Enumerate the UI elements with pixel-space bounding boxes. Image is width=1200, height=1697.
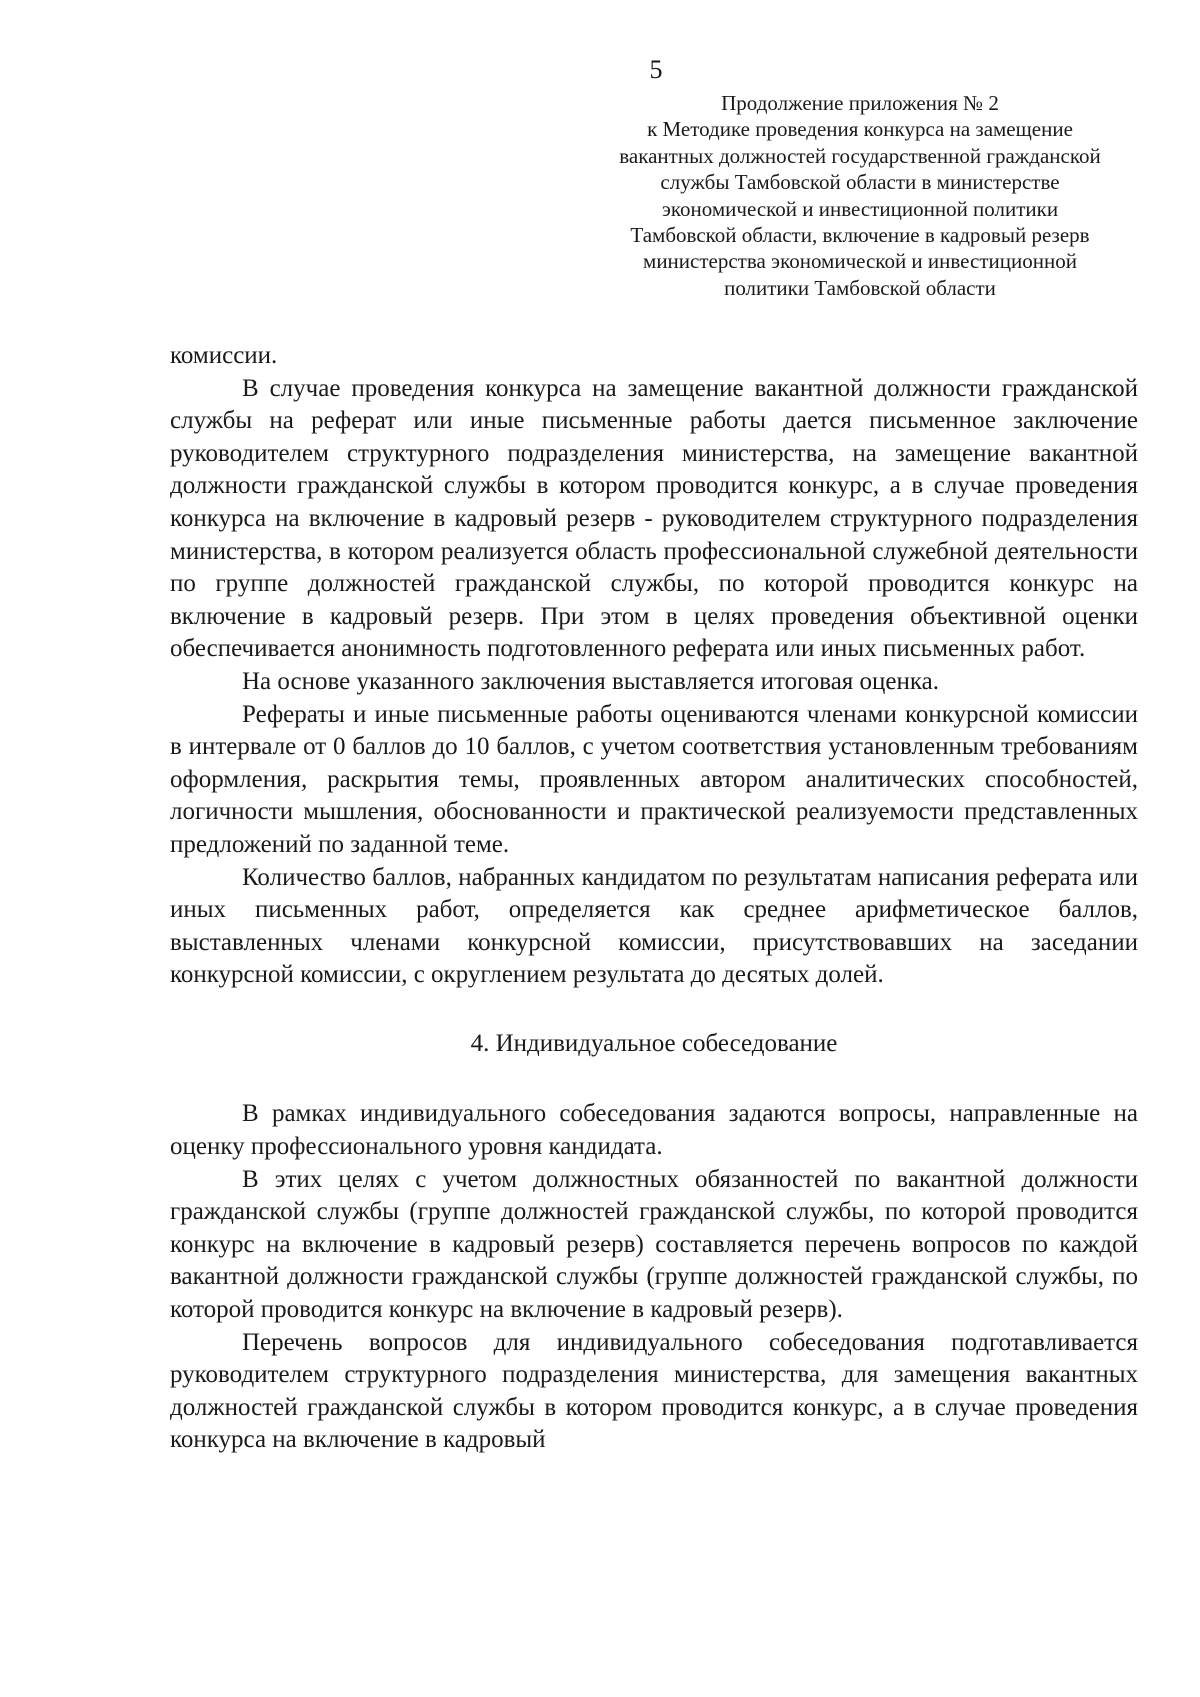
paragraph: Рефераты и иные письменные работы оцениваются членами конкурсной комиссии в интервале от 0 баллов до 10 баллов, с учетом соответствия установленным требованиям оформления, раскрытия темы, проявленных автором аналитических способностей, логичности мышления, обоснованности и практической реализуемости представленных предложений по заданной теме. [170,700,1138,858]
annex-header-line: министерства экономической и инвестиционной [643,249,1077,274]
paragraph: Перечень вопросов для индивидуального собеседования подготавливается руководителем структурного подразделения министерства, для замещения вакантных должностей гражданской службы в котором проводится конкурс, а в случае проведения конкурса на включение в кадровый [170,1328,1138,1454]
annex-header-line: вакантных должностей государственной гражданской [619,143,1101,168]
paragraph: Количество баллов, набранных кандидатом по результатам написания реферата или иных письменных работ, определяется как среднее арифметическое баллов, выставленных членами конкурсной комиссии, присутствовавших на заседании конкурсной комиссии, с округлением результата до десятых долей. [170,863,1138,989]
document-body [170,340,1138,1457]
section-heading: 4. Индивидуальное собеседование [470,1029,838,1057]
paragraph: В рамках индивидуального собеседования задаются вопросы, направленные на оценку профессионального уровня кандидата. [170,1100,1138,1161]
annex-header [580,90,1140,301]
annex-header-line: службы Тамбовской области в министерстве [660,170,1060,195]
annex-header-line: экономической и инвестиционной политики [661,196,1059,221]
paragraph: В случае проведения конкурса на замещение вакантной должности гражданской службы на реферат или иные письменные работы дается письменное заключение руководителем структурного подразделения министерства, на замещение вакантной должности гражданской службы в котором проводится конкурс, а в случае проведения конкурса на включение в кадровый резерв - руководителем структурного подразделения министерства, в котором реализуется область профессиональной служебной деятельности по группе должностей гражданской службы, по которой проводится конкурс на включение в кадровый резерв. При этом в целях проведения объективной оценки обеспечивается анонимность подготовленного реферата или иных письменных работ. [170,374,1138,663]
paragraph: В этих целях с учетом должностных обязанностей по вакантной должности гражданской службы (группе должностей гражданской службы, по которой проводится конкурс на включение в кадровый резерв) составляется перечень вопросов по каждой вакантной должности гражданской службы (группе должностей гражданской службы, по которой проводится конкурс на включение в кадровый резерв). [170,1165,1138,1324]
annex-header-line: Продолжение приложения № 2 [721,91,999,115]
annex-header-line: к Методике проведения конкурса на замещение [647,117,1073,142]
paragraph: комиссии. [170,342,278,369]
page-number: 5 [649,55,663,84]
annex-header-line: политики Тамбовской области [724,275,996,300]
annex-header-line: Тамбовской области, включение в кадровый резерв [630,223,1090,248]
paragraph: На основе указанного заключения выставляется итоговая оценка. [242,667,940,695]
